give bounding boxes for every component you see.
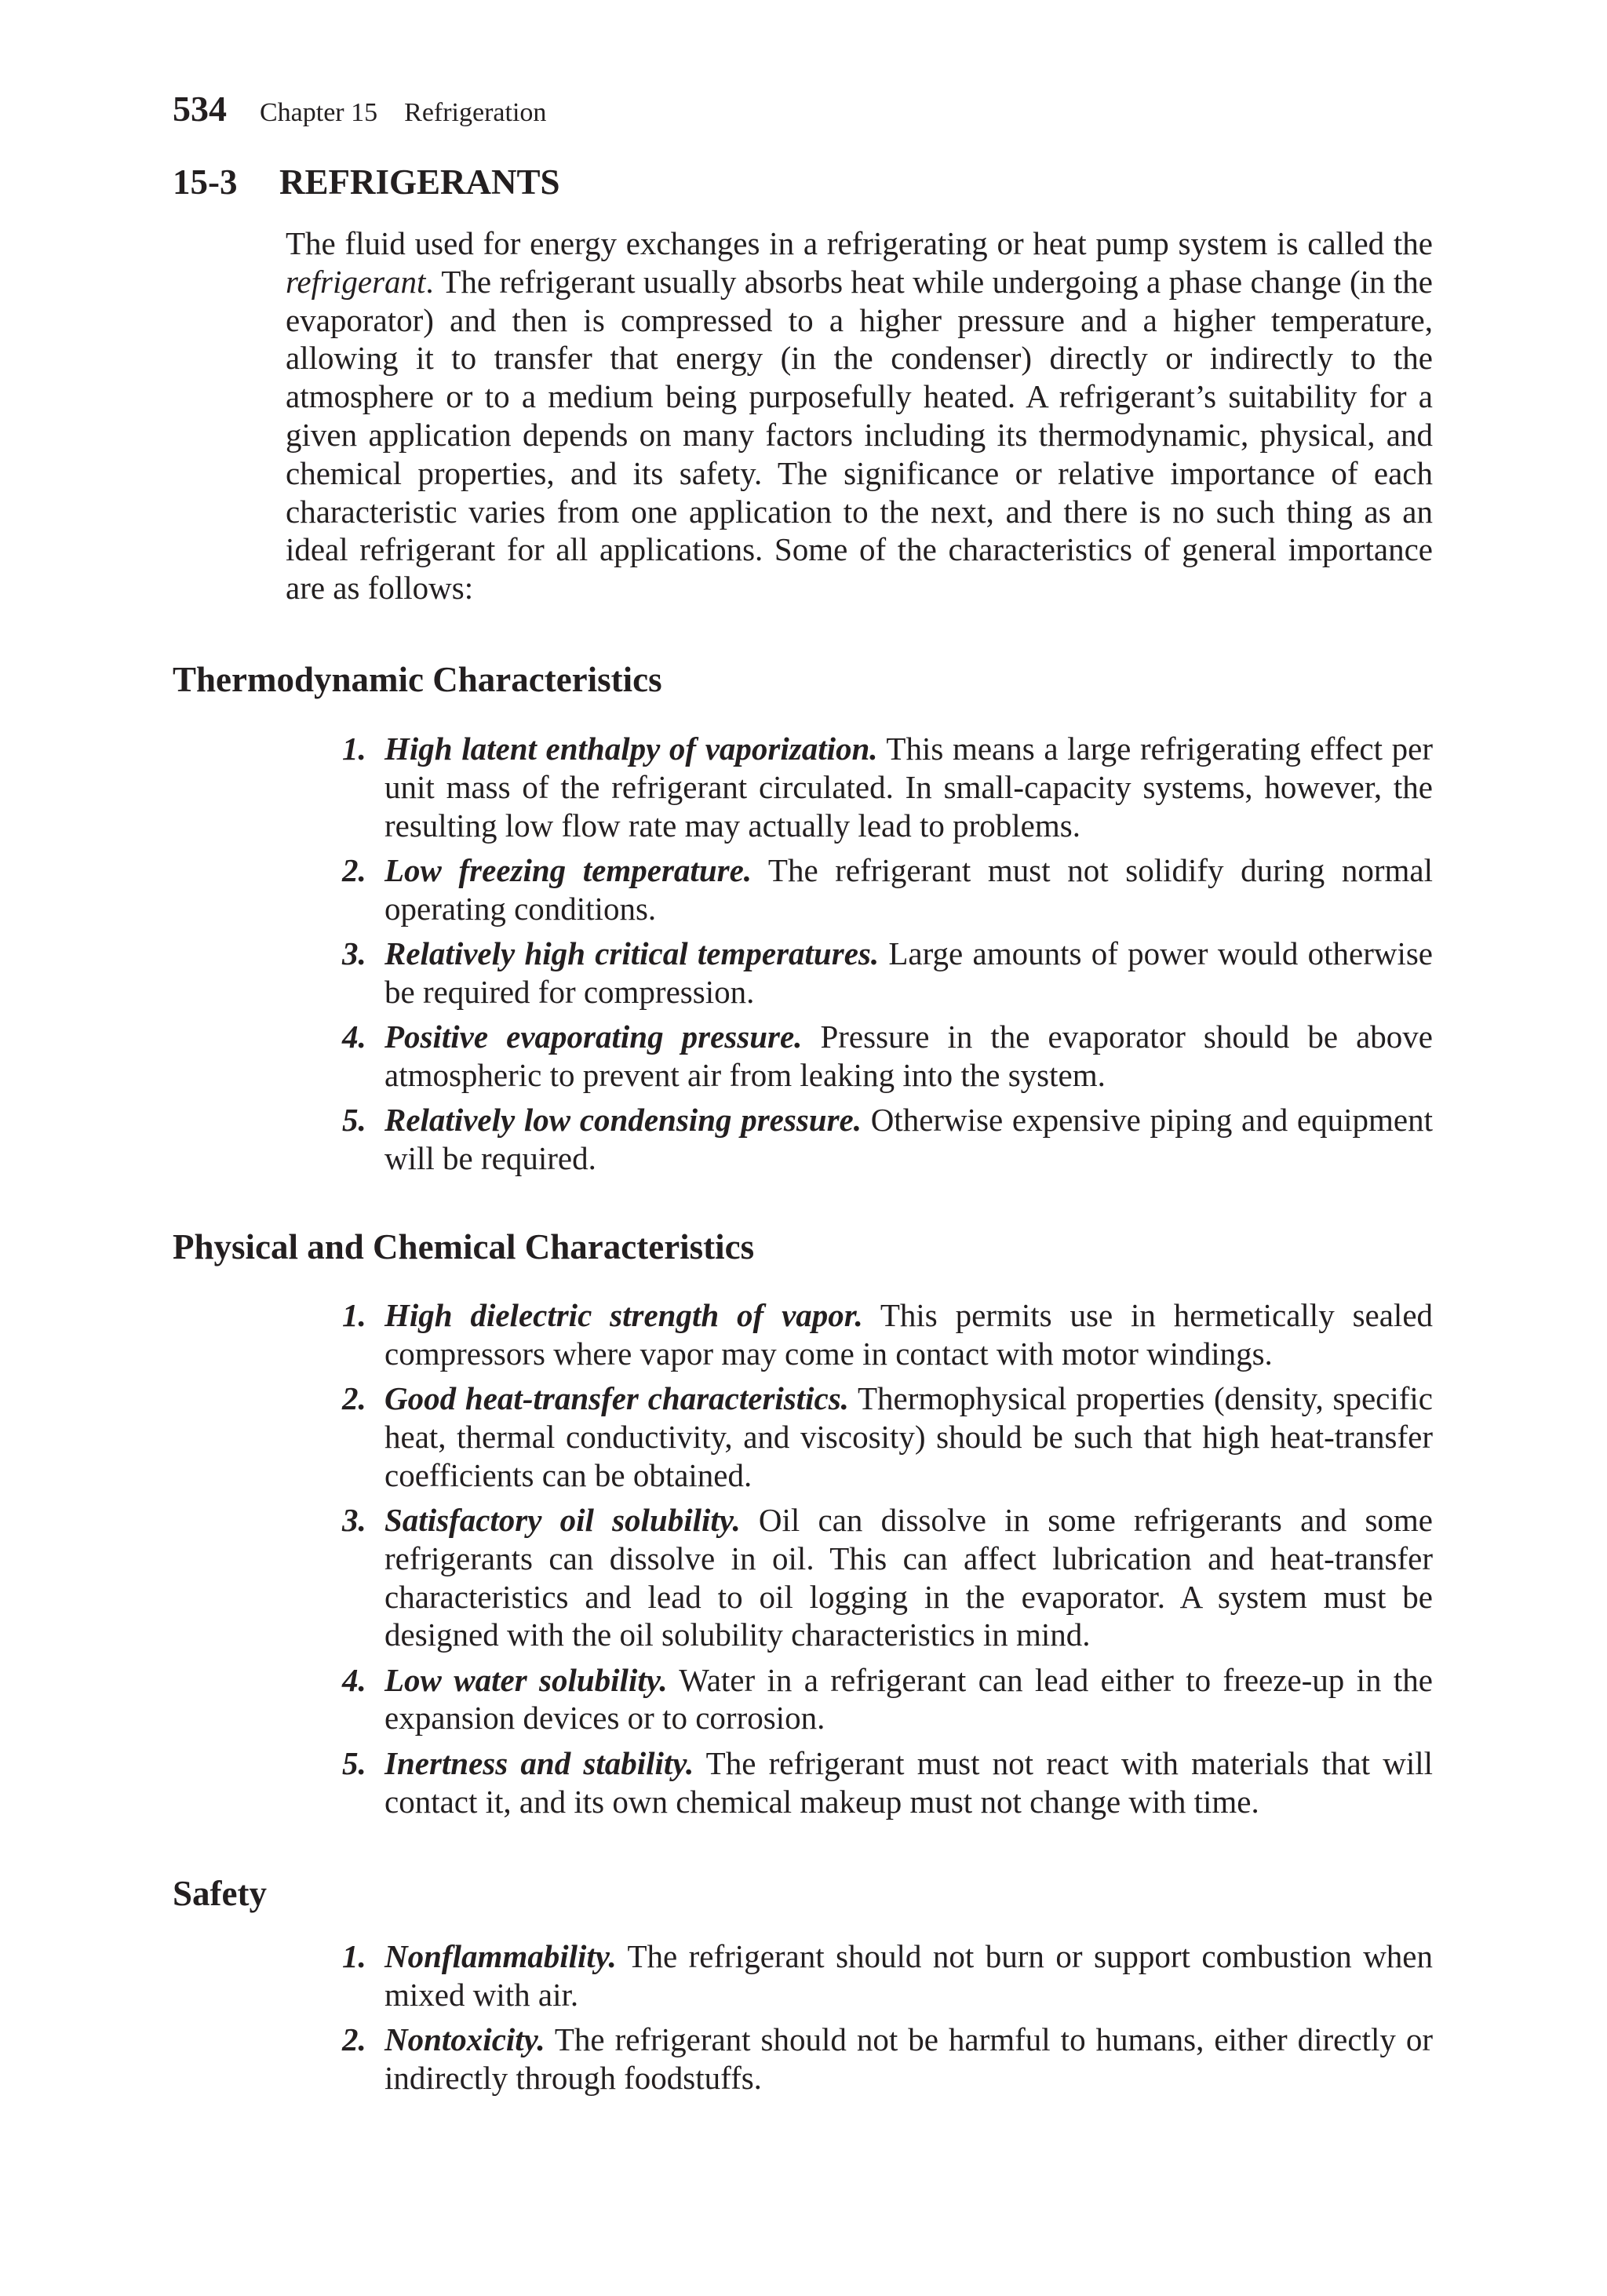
list-physical-chemical	[342, 1296, 1433, 1828]
list-item	[342, 2021, 1433, 2097]
list-item	[342, 935, 1433, 1011]
item-number: 4.	[342, 1661, 366, 1698]
list-thermodynamic	[342, 730, 1433, 1184]
list-item	[342, 1937, 1433, 2014]
intro-text-start: The fluid used for energy exchanges in a refrigerating or heat pump system is called the	[286, 225, 1433, 261]
section-heading	[173, 162, 560, 202]
item-number: 3.	[342, 1501, 366, 1538]
item-number: 5.	[342, 1744, 366, 1781]
heading-physical-chemical: Physical and Chemical Characteristics	[173, 1227, 755, 1266]
running-head	[173, 88, 546, 135]
list-item	[342, 1661, 1433, 1738]
chapter-label: Chapter 15	[260, 98, 378, 127]
item-term: Good heat-transfer characteristics.	[384, 1380, 849, 1417]
section-title: REFRIGERANTS	[279, 162, 560, 202]
list-item	[342, 1379, 1433, 1494]
item-number: 4.	[342, 1019, 366, 1055]
item-term: Relatively low condensing pressure.	[384, 1102, 862, 1139]
item-text: Pressure in the evaporator should be above atmospheric to prevent air from leaking into the system.	[384, 1019, 1433, 1093]
item-text: The refrigerant must not react with materials that will contact it, and its own chemical makeup must not change with time.	[384, 1744, 1433, 1820]
item-text: This permits use in hermetically sealed compressors where vapor may come in contact with motor windings.	[384, 1297, 1434, 1372]
list-item	[342, 851, 1433, 928]
item-number: 1.	[342, 1938, 366, 1974]
item-number: 2.	[342, 2021, 366, 2058]
heading-safety: Safety	[173, 1874, 267, 1913]
item-text: This means a large refrigerating effect per unit mass of the refrigerant circulated. In small-capacity systems, however, the resulting low flow rate may actually lead to problems.	[384, 731, 1434, 844]
intro-term: refrigerant	[286, 263, 426, 300]
section-number: 15-3	[173, 162, 238, 202]
item-text: Otherwise expensive piping and equipment will be required.	[384, 1102, 1434, 1176]
item-term: High dielectric strength of vapor.	[384, 1297, 863, 1333]
list-item	[342, 1744, 1433, 1821]
heading-thermodynamic: Thermodynamic Characteristics	[173, 660, 662, 699]
item-term: High latent enthalpy of vaporization.	[384, 731, 878, 767]
intro-paragraph	[286, 224, 1433, 607]
item-term: Inertness and stability.	[384, 1744, 694, 1781]
item-text: The refrigerant should not burn or support combustion when mixed with air.	[384, 1938, 1433, 2013]
item-term: Relatively high critical temperatures.	[384, 935, 880, 971]
item-term: Positive evaporating pressure.	[384, 1019, 803, 1055]
item-text: Large amounts of power would otherwise be required for compression.	[384, 935, 1433, 1010]
item-text: The refrigerant should not be harmful to humans, either directly or indirectly through foodstuffs.	[384, 2021, 1433, 2096]
item-text: Oil can dissolve in some refrigerants and some refrigerants can dissolve in oil. This can affect lubrication and heat-transfer characteristics and lead to oil logging in the evaporator. A system must be designed with the oil solubility characteristics in mind.	[384, 1501, 1433, 1653]
item-term: Low water solubility.	[384, 1661, 668, 1698]
list-safety	[342, 1937, 1433, 2104]
item-number: 2.	[342, 1380, 366, 1417]
list-item	[342, 1101, 1433, 1178]
item-number: 1.	[342, 731, 366, 767]
item-term: Nonflammability.	[384, 1938, 617, 1974]
item-term: Nontoxicity.	[384, 2021, 545, 2058]
item-term: Low freezing temperature.	[384, 851, 752, 888]
item-text: Water in a refrigerant can lead either to freeze-up in the expansion devices or to corrosion.	[384, 1661, 1434, 1737]
item-term: Satisfactory oil solubility.	[384, 1501, 741, 1538]
item-number: 2.	[342, 851, 366, 888]
item-text: The refrigerant must not solidify during normal operating conditions.	[384, 851, 1433, 927]
list-item	[342, 1296, 1433, 1373]
item-number: 5.	[342, 1102, 366, 1139]
page-number: 534	[173, 89, 227, 129]
chapter-title: Refrigeration	[404, 98, 547, 127]
item-number: 1.	[342, 1297, 366, 1333]
item-text: Thermophysical properties (density, specific heat, thermal conductivity, and viscosity) should be such that high heat-transfer coefficients can be obtained.	[384, 1380, 1433, 1493]
item-number: 3.	[342, 935, 366, 971]
list-item	[342, 730, 1433, 844]
intro-text-end: . The refrigerant usually absorbs heat while undergoing a phase change (in the evaporator) and then is compressed to a higher pressure and a higher temperature, allowing it to transfer that energy (in the condenser) directly or indirectly to the atmosphere or to a medium being purposefully heated. A refrigerant’s suitability for a given application depends on many factors including its thermodynamic, physical, and chemical properties, and its safety. The significance or relative importance of each characteristic varies from one application to the next, and there is no such thing as an ideal refrigerant for all applications. Some of the characteristics of general importance are as follows:	[286, 263, 1433, 607]
list-item	[342, 1018, 1433, 1095]
list-item	[342, 1501, 1433, 1654]
